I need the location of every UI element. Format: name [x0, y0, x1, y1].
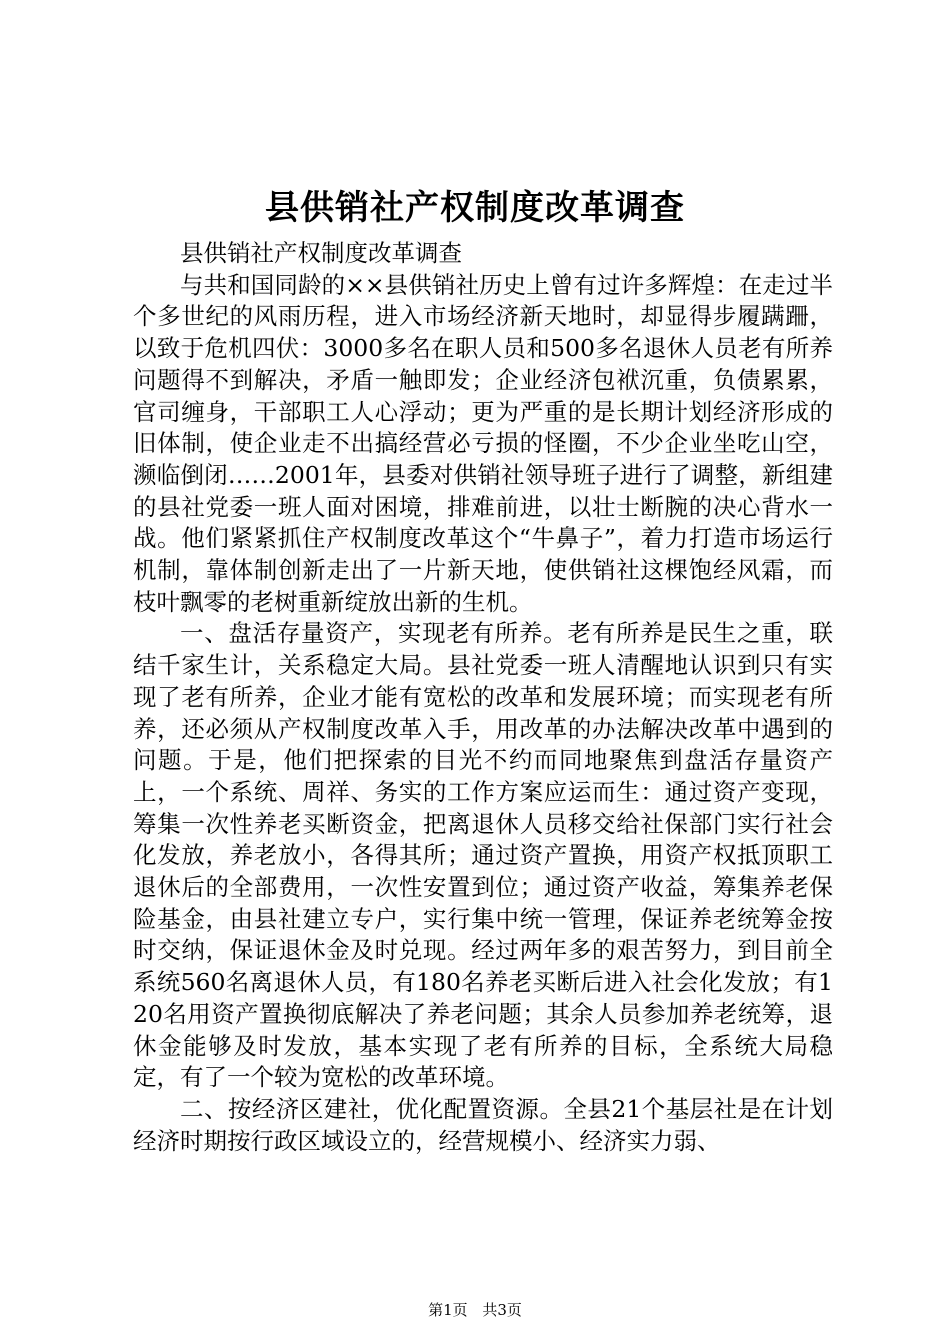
intro-paragraph: 与共和国同龄的××县供销社历史上曾有过许多辉煌：在走过半个多世纪的风雨历程，进入市场经济新天地时，却显得步履蹒跚，以致于危机四伏：3000多名在职人员和500多名退休人员老有所养问题得不到解决，矛盾一触即发；企业经济包袱沉重，负债累累，官司缠身，干部职工人心浮动；更为严重的是长期计划经济形成的旧体制，使企业走不出搞经营必亏损的怪圈，不少企业坐吃山空，濒临倒闭……2001年，县委对供销社领导班子进行了调整，新组建的县社党委一班人面对困境，排难前进，以壮士断腕的决心背水一战。他们紧紧抓住产权制度改革这个“牛鼻子”，着力打造市场运行机制，靠体制创新走出了一片新天地，使供销社这棵饱经风霜，而枝叶飘零的老树重新绽放出新的生机。 [133, 270, 833, 616]
page-footer [0, 1300, 950, 1320]
document-title: 县供销社产权制度改革调查 [265, 188, 685, 228]
section-two-paragraph: 二、按经济区建社，优化配置资源。全县21个基层社是在计划经济时期按行政区域设立的，经营规模小、经济实力弱、 [133, 1094, 833, 1155]
page-number: 第1页 [428, 1301, 468, 1319]
section-one-paragraph: 一、盘活存量资产，实现老有所养。老有所养是民生之重，联结千家生计，关系稳定大局。县社党委一班人清醒地认识到只有实现了老有所养，企业才能有宽松的改革和发展环境；而实现老有所养，还必须从产权制度改革入手，用改革的办法解决改革中遇到的问题。于是，他们把探索的目光不约而同地聚焦到盘活存量资产上，一个系统、周祥、务实的工作方案应运而生：通过资产变现，筹集一次性养老买断资金，把离退休人员移交给社保部门实行社会化发放，养老放小，各得其所；通过资产置换，用资产权抵顶职工退休后的全部费用，一次性安置到位；通过资产收益，筹集养老保险基金，由县社建立专户，实行集中统一管理，保证养老统筹金按时交纳，保证退休金及时兑现。经过两年多的艰苦努力，到目前全系统560名离退休人员，有180名养老买断后进入社会化发放；有120名用资产置换彻底解决了养老问题；其余人员参加养老统筹，退休金能够及时发放，基本实现了老有所养的目标，全系统大局稳定，有了一个较为宽松的改革环境。 [133, 619, 833, 1092]
page-total: 共3页 [482, 1301, 522, 1319]
document-body [133, 238, 833, 1157]
subtitle-paragraph: 县供销社产权制度改革调查 [180, 239, 462, 267]
